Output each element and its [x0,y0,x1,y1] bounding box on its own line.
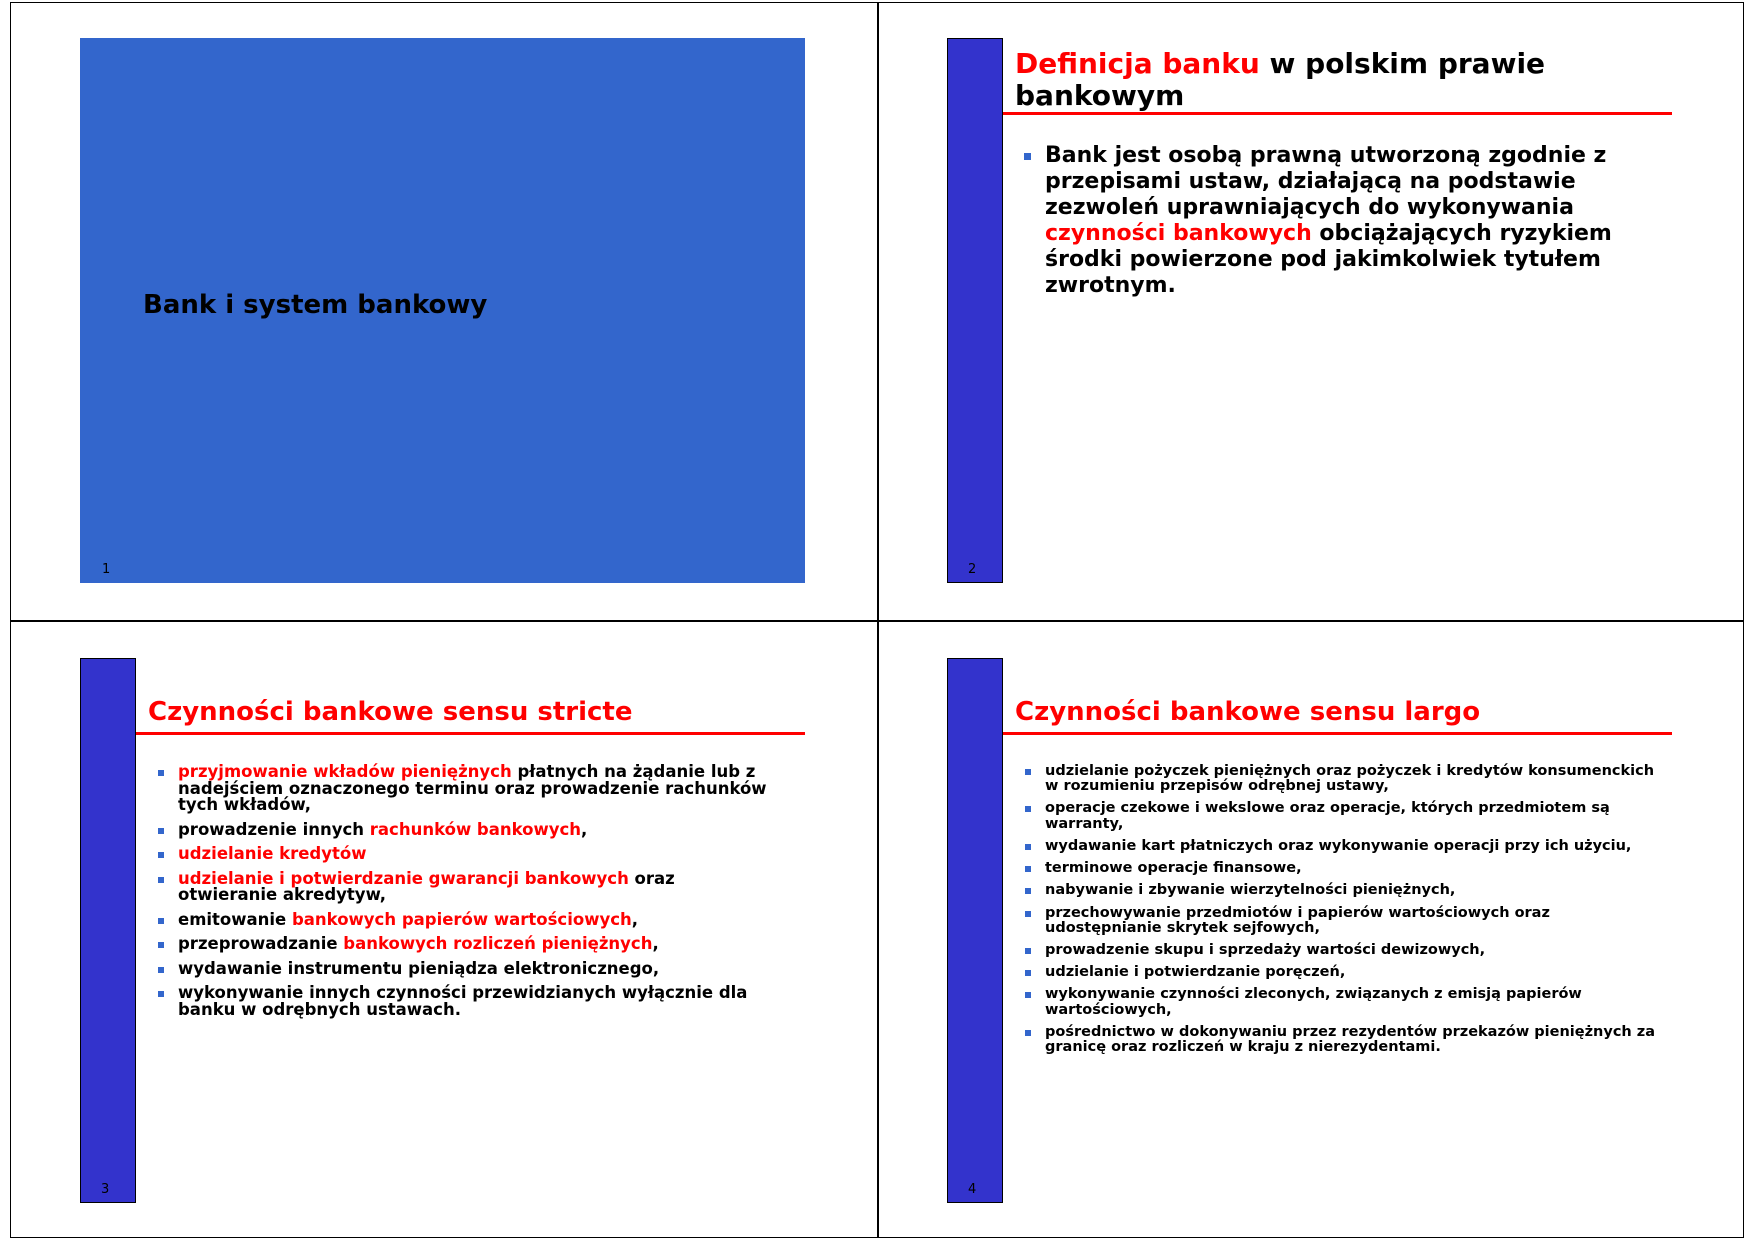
title-rest: w polskim prawie bankowym [1015,47,1546,113]
list-item: prowadzenie innych rachunków bankowych, [178,822,778,839]
definition-part-1: Bank jest osobą prawną utworzoną zgodnie z przepisami ustaw, działającą na podstawie zezwoleń uprawniających do wykonywania [1045,143,1607,220]
title-underline [1003,112,1672,115]
list-item: udzielanie pożyczek pieniężnych oraz pożyczek i kredytów konsumenckich w rozumieniu przepisów odrębnej ustawy, [1045,764,1665,794]
title-accent: Definicja banku [1015,47,1260,80]
largo-list [1045,764,1665,1062]
slide-4 [947,658,1672,1203]
slide-2 [947,38,1672,583]
slide-3 [80,658,805,1203]
list-item: emitowanie bankowych papierów wartościowych, [178,912,778,929]
list-item: nabywanie i zbywanie wierzytelności pieniężnych, [1045,883,1665,898]
bullet-icon [1024,153,1031,160]
list-item: operacje czekowe i wekslowe oraz operacje, których przedmiotem są warranty, [1045,801,1665,831]
list-item: udzielanie i potwierdzanie poręczeń, [1045,965,1665,980]
list-item: pośrednictwo w dokonywaniu przez rezydentów przekazów pieniężnych za granicę oraz rozliczeń w kraju z nierezydentami. [1045,1025,1665,1055]
list-item: prowadzenie skupu i sprzedaży wartości dewizowych, [1045,943,1665,958]
slide-4-title: Czynności bankowe sensu largo [1015,697,1481,727]
side-bar [947,38,1003,583]
side-bar [80,658,136,1203]
title-underline [136,732,805,735]
list-item: przeprowadzanie bankowych rozliczeń pieniężnych, [178,936,778,953]
list-item: wykonywanie innych czynności przewidzianych wyłącznie dla banku w odrębnych ustawach. [178,985,778,1018]
list-item: przyjmowanie wkładów pieniężnych płatnych na żądanie lub z nadejściem oznaczonego terminu oraz prowadzenie rachunków tych wkładów, [178,764,778,814]
list-item: przechowywanie przedmiotów i papierów wartościowych oraz udostępnianie skrytek sejfowych, [1045,906,1665,936]
slide-1-title: Bank i system bankowy [143,290,488,320]
list-item: wydawanie kart płatniczych oraz wykonywanie operacji przy ich użyciu, [1045,839,1665,854]
list-item: wydawanie instrumentu pieniądza elektronicznego, [178,961,778,978]
title-underline [1003,732,1672,735]
list-item: udzielanie i potwierdzanie gwarancji bankowych oraz otwieranie akredytyw, [178,871,778,904]
list-item: udzielanie kredytów [178,846,778,863]
horizontal-divider [10,620,1744,622]
slide-number: 4 [968,1182,977,1197]
list-item: wykonywanie czynności zleconych, związanych z emisją papierów wartościowych, [1045,987,1665,1017]
definition-highlight: czynności bankowych [1045,220,1312,246]
slide-number: 3 [101,1182,110,1197]
definition-text [1045,143,1645,299]
slide-2-title [1015,48,1655,112]
stricte-list [178,764,778,1026]
slide-number: 2 [968,562,977,577]
slide-number: 1 [102,562,111,577]
slide-1 [80,38,805,583]
slide-3-title: Czynności bankowe sensu stricte [148,697,633,727]
definition-part-2: obciążających ryzykiem środki powierzone pod jakimkolwiek tytułem zwrotnym. [1045,220,1612,298]
list-item: terminowe operacje finansowe, [1045,861,1665,876]
side-bar [947,658,1003,1203]
